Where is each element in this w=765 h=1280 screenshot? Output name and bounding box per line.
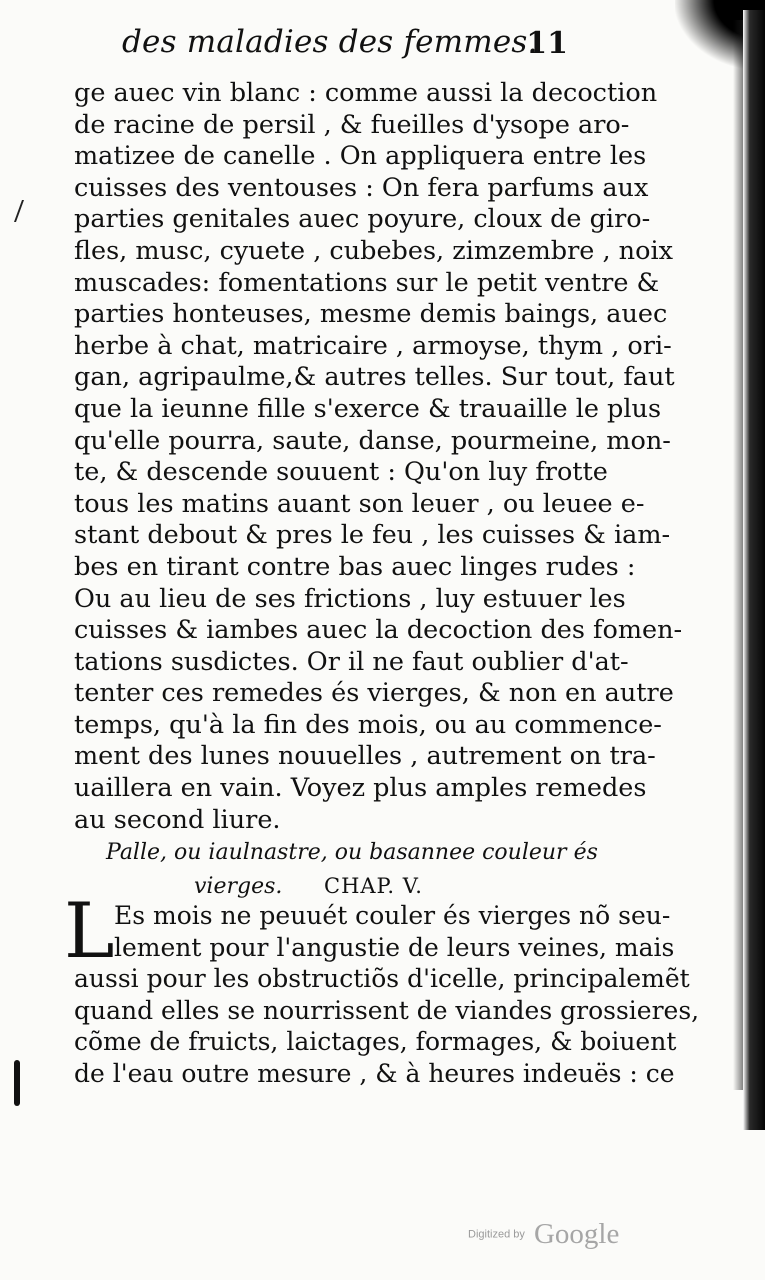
running-head: des maladies des femmes. <box>122 24 538 60</box>
text-line: parties honteuses, mesme demis baings, auec <box>74 299 668 330</box>
text-line: cuisses & iambes auec la decoction des fomen- <box>74 615 683 646</box>
chapter-label: CHAP. V. <box>324 874 423 898</box>
text-line: tenter ces remedes és vierges, & non en autre <box>74 678 674 709</box>
chapter-title: Palle, ou iaulnastre, ou basannee couleur és <box>106 840 598 865</box>
scan-shadow-gradient <box>733 20 743 1090</box>
text-line: uaillera en vain. Voyez plus amples remedes <box>74 773 647 804</box>
text-line: de l'eau outre mesure , & à heures indeuës : ce <box>74 1058 675 1088</box>
text-line: quand elles se nourrissent de viandes grossieres, <box>74 995 700 1025</box>
text-line: que la ieunne fille s'exerce & trauaille le plus <box>74 393 662 424</box>
text-line: ment des lunes nouuelles , autrement on tra- <box>74 741 656 772</box>
text-line: stant debout & pres le feu , les cuisses & iam- <box>74 520 671 551</box>
text-line: aussi pour les obstructiõs d'icelle, principalemẽt <box>74 964 690 994</box>
text-line: te, & descende souuent : Qu'on luy frotte <box>74 457 608 488</box>
digitization-watermark <box>468 1218 619 1254</box>
text-line: cuisses des ventouses : On fera parfums aux <box>74 172 649 203</box>
text-line: de racine de persil , & fueilles d'ysope aro- <box>74 109 630 140</box>
chapter-title-continued: vierges. <box>194 874 283 899</box>
text-line: fles, musc, cyuete , cubebes, zimzembre , noix <box>74 235 673 266</box>
scan-shadow-right-edge <box>743 10 765 1130</box>
text-line: lement pour l'angustie de leurs veines, mais <box>114 932 675 962</box>
body-text <box>74 78 683 836</box>
text-line: qu'elle pourra, saute, danse, pourmeine, mon- <box>74 425 671 456</box>
text-line: Es mois ne peuuét couler és vierges nõ seu- <box>114 901 671 930</box>
page-header <box>122 24 568 74</box>
text-line: parties genitales auec poyure, cloux de giro- <box>74 204 651 235</box>
text-line: matizee de canelle . On appliquera entre les <box>74 141 647 172</box>
text-line: bes en tirant contre bas auec linges rudes : <box>74 551 636 582</box>
text-line: Ou au lieu de ses frictions , luy estuuer les <box>74 583 626 614</box>
margin-mark <box>14 200 30 222</box>
text-line: tations susdictes. Or il ne faut oublier d'at- <box>74 646 629 677</box>
margin-ink-mark <box>14 1060 20 1106</box>
google-logo: Google <box>533 1218 620 1250</box>
watermark-prefix: Digitized by <box>468 1228 525 1241</box>
drop-cap: L <box>64 886 115 975</box>
text-line: herbe à chat, matricaire , armoyse, thym , ori- <box>74 330 672 361</box>
text-line: gan, agripaulme,& autres telles. Sur tout, faut <box>74 362 675 393</box>
text-line: tous les matins auant son leuer , ou leuee e- <box>74 488 645 519</box>
page-number: 11 <box>526 26 568 61</box>
text-line: muscades: fomentations sur le petit ventre & <box>74 267 660 298</box>
text-line: au second liure. <box>74 804 281 835</box>
text-line: temps, qu'à la fin des mois, ou au commence- <box>74 709 662 740</box>
text-line: ge auec vin blanc : comme aussi la decoction <box>74 78 658 108</box>
text-line: cõme de fruicts, laictages, formages, & boiuent <box>74 1027 677 1057</box>
